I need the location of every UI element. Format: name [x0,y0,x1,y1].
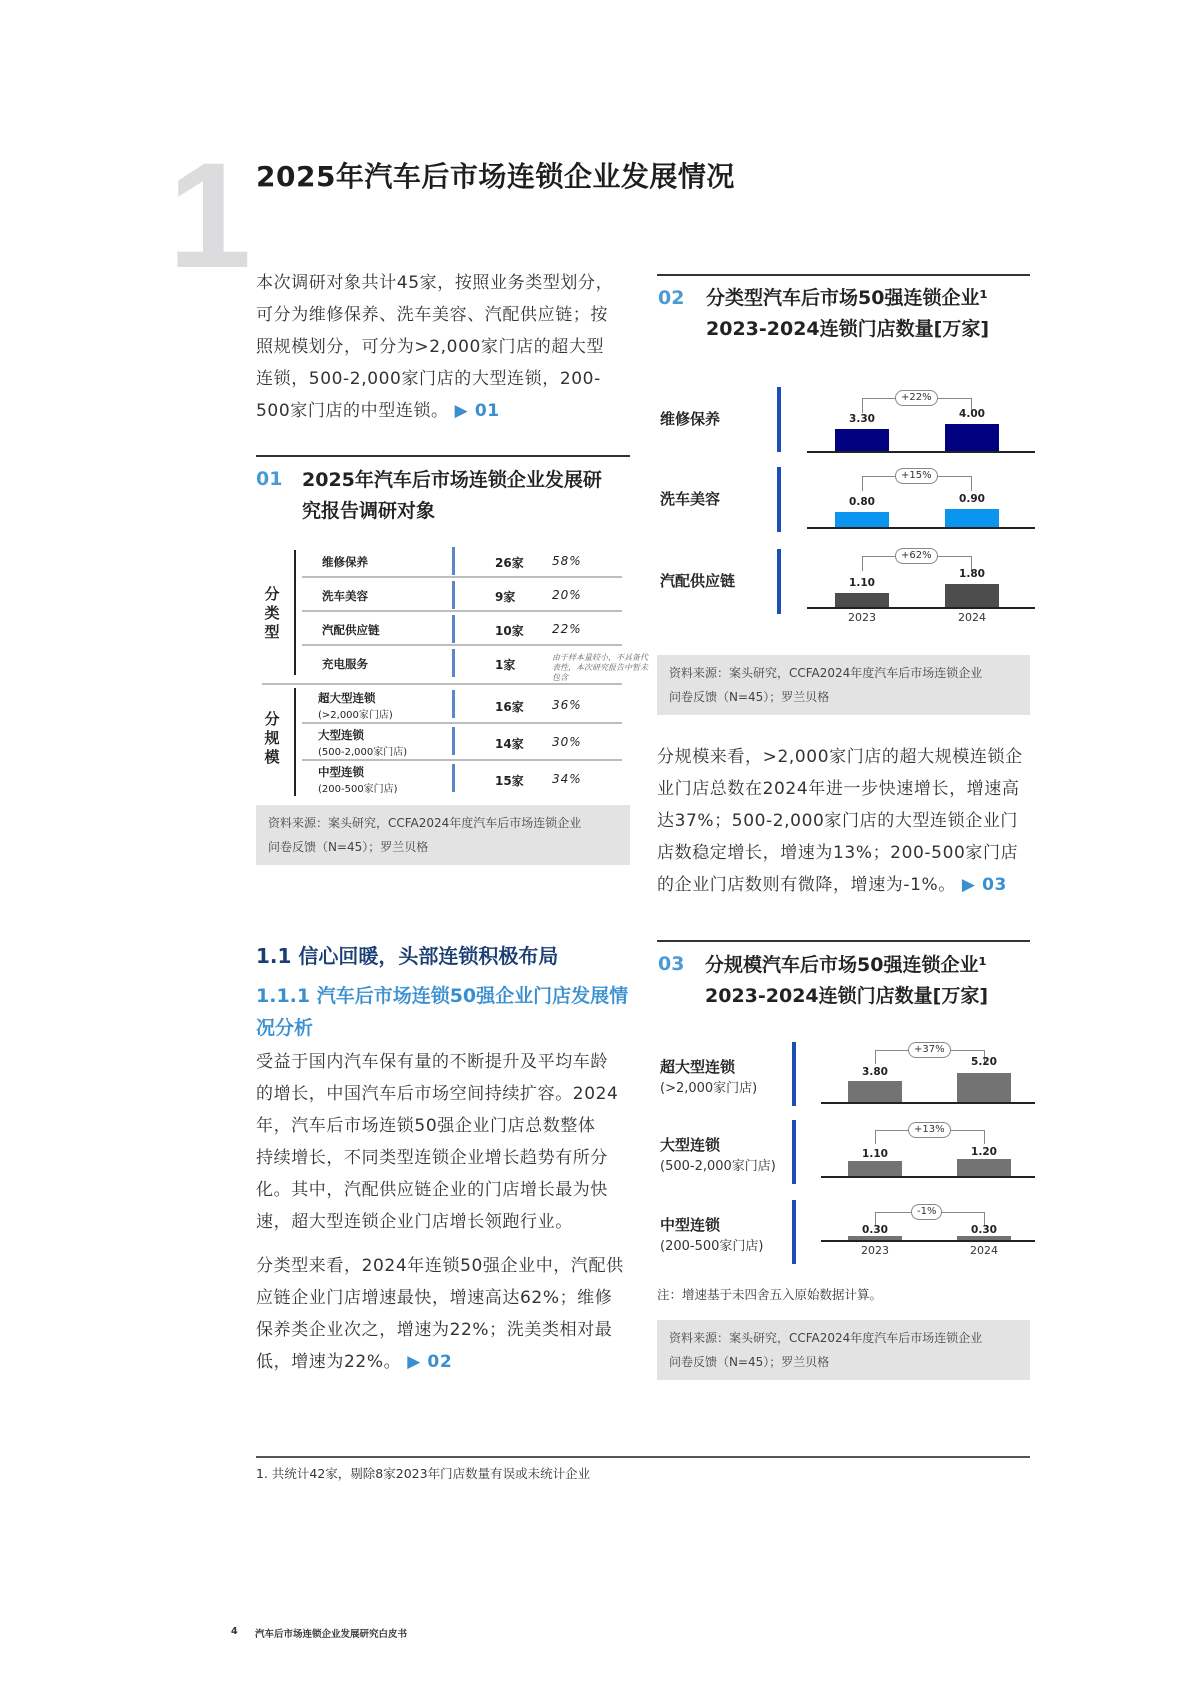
intro-paragraph [256,267,636,427]
row-sub: (500-2,000家门店) [660,1159,776,1174]
x-tick: 2024 [970,1244,998,1257]
page-number: 4 [231,1626,238,1637]
text-line: 的增长，中国汽车后市场空间持续扩容。2024 [256,1084,619,1104]
table-row [302,545,622,578]
heading-line: 况分析 [256,1017,314,1039]
row-divider [452,581,455,609]
axis-line [821,1240,1035,1242]
growth-pill: -1% [911,1204,942,1220]
bar-value: 0.80 [849,496,875,508]
title-line: 2023-2024连锁门店数量[万家] [705,985,989,1007]
divider [256,455,630,457]
bar-2023 [835,429,889,451]
row-name-text: 大型连锁 [318,728,364,742]
axis-line [807,527,1035,529]
row-sub: (>2,000家门店) [318,710,393,721]
bar-2023 [835,512,889,527]
row-name [318,727,407,758]
text-line: 分类型来看，2024年连锁50强企业中，汽配供 [256,1256,624,1276]
exhibit01-table [262,545,648,795]
divider [657,940,1030,942]
exhibit03-chart [660,1040,1035,1270]
text-line: 速，超大型连锁企业门店增长领跑行业。 [256,1212,573,1232]
row-count: 1家 [495,658,516,672]
chart-row-plot [807,547,1035,624]
source-line: 资料来源：案头研究，CCFA2024年度汽车后市场连锁企业 [268,816,582,830]
chart-row-label: 汽配供应链 [660,572,736,590]
source-line: 问卷反馈（N=45）；罗兰贝格 [669,690,830,704]
chart-row-label [660,1134,776,1174]
growth-pill: +62% [895,548,938,564]
group-type-rows [302,545,648,682]
title-line: 分类型汽车后市场50强连锁企业¹ [706,287,988,309]
table-row [302,762,622,798]
chapter-number: 1 [168,131,252,299]
row-sub: (200-500家门店) [660,1239,764,1254]
footnote-divider [256,1456,1030,1458]
row-name: 中型连锁 [660,1216,721,1234]
paragraph-2 [256,1250,636,1378]
row-accent-bar [777,467,781,532]
row-name-text: 超大型连锁 [318,691,376,705]
row-divider [452,764,455,792]
x-tick: 2023 [848,611,876,624]
chart-row-plot [821,1202,1035,1257]
bar-2024 [957,1073,1011,1102]
bar-2024 [945,584,999,607]
text-line: 保养类企业次之，增速为22%；洗美类相对最 [256,1320,613,1340]
row-pct: 20% [552,588,582,602]
exhibit-number: 02 [658,287,685,309]
divider [657,274,1030,276]
axis-line [807,607,1035,609]
row-name: 维修保养 [322,555,368,569]
bar-value: 5.20 [971,1056,997,1068]
group-scale-rows [302,688,622,798]
x-tick: 2024 [958,611,986,624]
row-count: 26家 [495,556,524,570]
title-line: 2023-2024连锁门店数量[万家] [706,318,990,340]
growth-pill: +22% [895,390,938,406]
text-line: 年，汽车后市场连锁50强企业门店总数整体 [256,1116,596,1136]
source-line: 资料来源：案头研究，CCFA2024年度汽车后市场连锁企业 [669,1331,983,1345]
text-line: 化。其中，汽配供应链企业的门店增长最为快 [256,1180,608,1200]
row-name [318,764,398,795]
growth-pill: +13% [908,1122,951,1138]
row-pct: 58% [552,554,582,568]
chart-row-label: 维修保养 [660,410,721,428]
exhibit-number: 01 [256,468,283,490]
group-label-scale: 分 规 模 [264,710,280,766]
row-accent-bar [777,549,781,614]
row-name: 汽配供应链 [322,623,380,637]
row-divider [452,547,455,575]
table-row [302,688,622,724]
row-count: 14家 [495,737,524,751]
row-count: 15家 [495,774,524,788]
row-sub: (200-500家门店) [318,784,398,795]
source-line: 问卷反馈（N=45）；罗兰贝格 [669,1355,830,1369]
row-count: 16家 [495,700,524,714]
row-sub: (>2,000家门店) [660,1081,758,1096]
exhibit-ref-01[interactable]: ▶ 01 [454,401,500,421]
bar-value: 3.80 [862,1066,888,1078]
heading-line: 1.1.1 汽车后市场连锁50强企业门店发展情 [256,985,629,1007]
text-line: 本次调研对象共计45家，按照业务类型划分， [256,273,614,293]
table-row [302,725,622,761]
chart-row-label [660,1056,757,1096]
row-name: 洗车美容 [322,589,368,603]
bar-value: 1.80 [959,568,985,580]
footnote: 1. 共统计42家，剔除8家2023年门店数量有误或未统计企业 [256,1466,591,1481]
row-divider [452,727,455,755]
text-line: 应链企业门店增速最快，增速高达62%；维修 [256,1288,613,1308]
x-tick: 2023 [861,1244,889,1257]
text-line: 连锁，500-2,000家门店的大型连锁，200- [256,369,601,389]
row-name: 超大型连锁 [660,1058,736,1076]
row-pct: 34% [552,772,582,786]
axis-line [807,451,1035,453]
text-line: 低，增速为22%。 [256,1352,402,1372]
exhibit-title [705,950,1035,1012]
exhibit-ref-03[interactable]: ▶ 03 [961,875,1007,895]
chart-row-plot [821,1120,1035,1178]
bar-2023 [848,1161,902,1176]
row-accent-bar [792,1120,796,1184]
footer-doc-title: 汽车后市场连锁企业发展研究白皮书 [255,1629,408,1640]
row-divider [452,649,455,677]
text-line: 照规模划分，可分为>2,000家门店的超大型 [256,337,605,357]
table-row [302,579,622,612]
text-line: 店数稳定增长，增速为13%；200-500家门店 [657,843,1019,863]
bar-value: 0.30 [971,1224,997,1236]
text-line: 可分为维修保养、洗车美容、汽配供应链；按 [256,305,608,325]
chart-row-label [660,1214,763,1254]
source-box-02 [657,655,1030,715]
growth-pill: +15% [895,468,938,484]
bar-value: 1.20 [971,1146,997,1158]
bar-value: 0.30 [862,1224,888,1236]
group-bracket [294,688,296,796]
exhibit02-chart [660,385,1035,625]
chart-row-plot [807,467,1035,529]
axis-line [821,1176,1035,1178]
text-line: 分规模来看，>2,000家门店的超大规模连锁企 [657,747,1023,767]
text-line: 达37%；500-2,000家门店的大型连锁企业门 [657,811,1019,831]
source-line: 问卷反馈（N=45）；罗兰贝格 [268,840,429,854]
row-name: 充电服务 [322,657,368,671]
exhibit-number: 03 [658,953,685,975]
table-row [302,647,648,682]
chart-row-label: 洗车美容 [660,490,721,508]
text-line: 500家门店的中型连锁。 [256,401,449,421]
text-line: 持续增长，不同类型连锁企业增长趋势有所分 [256,1148,608,1168]
row-pct: 30% [552,735,582,749]
bar-value: 0.90 [959,493,985,505]
text-line: 的企业门店数则有微降，增速为-1%。 [657,875,956,895]
row-sub: (500-2,000家门店) [318,747,408,758]
paragraph-1 [256,1046,636,1238]
exhibit-title [706,283,1036,345]
subsection-heading [256,980,636,1044]
bar-2024 [945,424,999,451]
row-divider [452,615,455,643]
group-bracket [294,550,296,675]
exhibit-title [302,465,632,527]
chart-row-plot [807,385,1035,453]
title-line: 2025年汽车后市场连锁企业发展研 [302,469,602,491]
exhibit-ref-02[interactable]: ▶ 02 [407,1352,453,1372]
chart-row-plot [821,1040,1035,1104]
page-title: 2025年汽车后市场连锁企业发展情况 [256,160,735,193]
growth-pill: +37% [908,1042,951,1058]
source-line: 资料来源：案头研究，CCFA2024年度汽车后市场连锁企业 [669,666,983,680]
scale-paragraph [657,741,1037,901]
chart-note: 注：增速基于未四舍五入原始数据计算。 [657,1287,883,1302]
bar-value: 1.10 [862,1148,888,1160]
bar-2023 [835,593,889,607]
section-heading: 1.1 信心回暖，头部连锁积极布局 [256,944,559,968]
row-accent-bar [792,1042,796,1106]
bar-2024 [945,509,999,527]
row-accent-bar [792,1200,796,1264]
group-label-type: 分 类 型 [264,585,280,641]
row-name-text: 中型连锁 [318,765,364,779]
row-divider [452,690,455,718]
row-count: 10家 [495,624,524,638]
bar-value: 4.00 [959,408,985,420]
bar-value: 1.10 [849,577,875,589]
source-box-01 [256,805,630,865]
axis-line [821,1102,1035,1104]
source-box-03 [657,1320,1030,1380]
row-pct: 22% [552,622,582,636]
row-count: 9家 [495,590,516,604]
row-name: 大型连锁 [660,1136,721,1154]
title-line: 分规模汽车后市场50强连锁企业¹ [705,954,987,976]
row-accent-bar [777,387,781,452]
row-pct: 36% [552,698,582,712]
row-name [318,690,393,721]
bar-2024 [957,1159,1011,1176]
row-note: 由于样本量较小，不具备代表性，本次研究报告中暂未包含 [552,653,648,682]
bar-2023 [848,1081,902,1102]
group-separator [262,683,622,685]
text-line: 业门店总数在2024年进一步快速增长，增速高 [657,779,1020,799]
text-line: 受益于国内汽车保有量的不断提升及平均车龄 [256,1052,608,1072]
bar-value: 3.30 [849,413,875,425]
title-line: 究报告调研对象 [302,500,436,522]
table-row [302,613,622,646]
